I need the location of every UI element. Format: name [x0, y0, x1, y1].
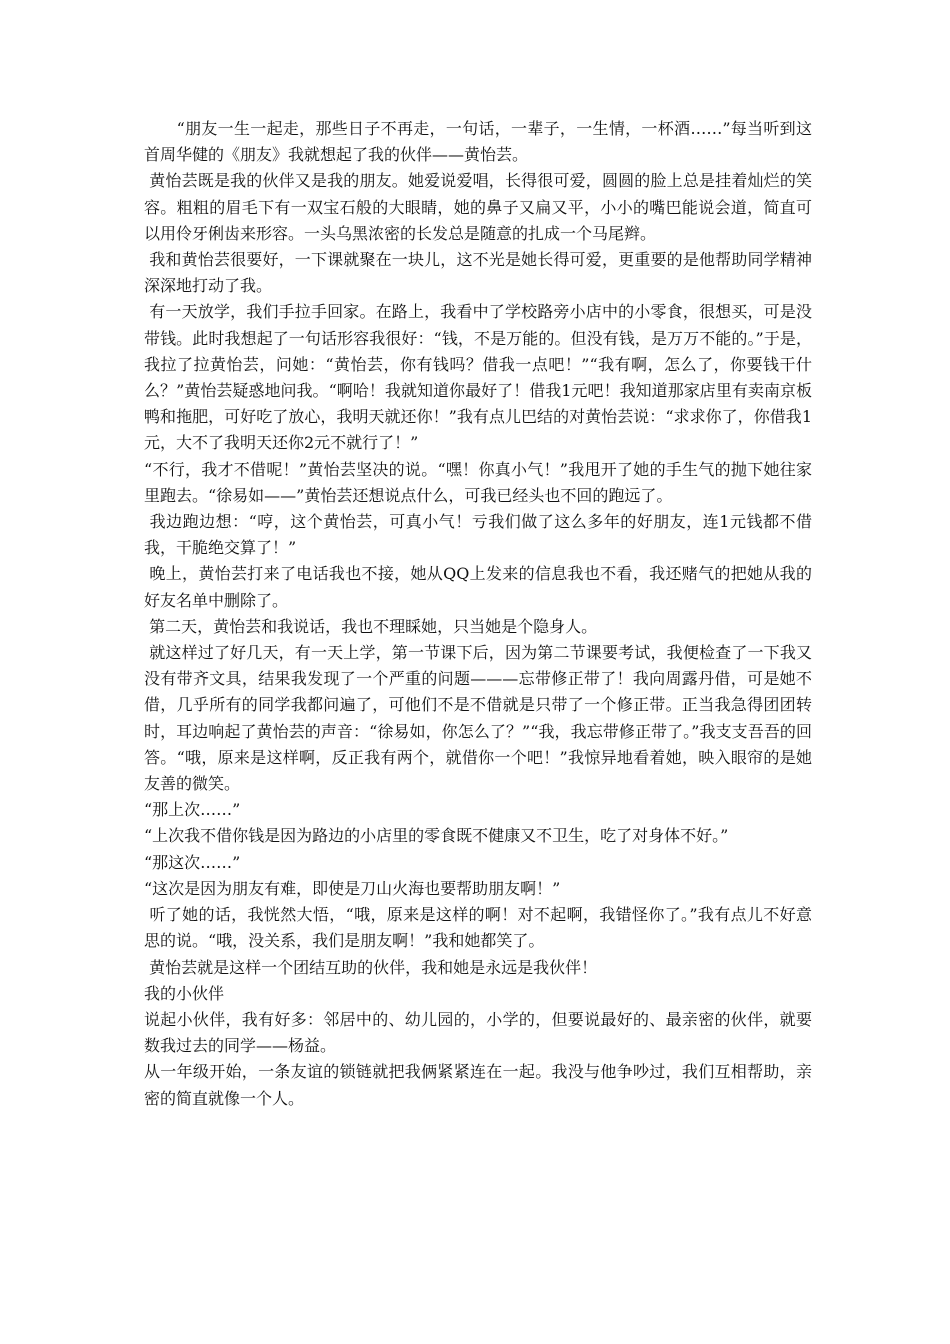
paragraph-18: 从一年级开始，一条友谊的锁链就把我俩紧紧连在一起。我没与他争吵过，我们互相帮助，亲密的简直就像一个人。: [144, 1062, 812, 1108]
paragraph-9: 就这样过了好几天，有一天上学，第一节课下后，因为第二节课要考试，我便检查了一下我又没有带齐文具，结果我发现了一个严重的问题———忘带修正带了！我向周露丹借，可是她不借，几乎所有的同学我都问遍了，可他们不是不借就是只带了一个修正带。正当我急得团团转时，耳边响起了黄怡芸的声音：“徐易如，你怎么了？”“我，我忘带修正带了。”我支支吾吾的回答。“哦，原来是这样啊，反正我有两个，就借你一个吧！”我惊异地看着她，映入眼帘的是她友善的微笑。: [144, 643, 812, 794]
section-title: 我的小伙伴: [144, 983, 225, 1003]
paragraph-5: “不行，我才不借呢！”黄怡芸坚决的说。“嘿！你真小气！”我甩开了她的手生气的抛下她往家里跑去。“徐易如——”黄怡芸还想说点什么，可我已经头也不回的跑远了。: [144, 459, 812, 505]
paragraph-12: “那这次……”: [144, 852, 241, 872]
paragraph-15: 黄怡芸就是这样一个团结互助的伙伴，我和她是永远是我伙伴！: [144, 957, 598, 977]
paragraph-3: 我和黄怡芸很要好，一下课就聚在一块儿，这不光是她长得可爱，更重要的是他帮助同学精神深深地打动了我。: [144, 250, 812, 296]
paragraph-4: 有一天放学，我们手拉手回家。在路上，我看中了学校路旁小店中的小零食，很想买，可是没带钱。此时我想起了一句话形容我很好：“钱，不是万能的。但没有钱，是万万不能的。”于是，我拉了拉黄怡芸，问她：“黄怡芸，你有钱吗？借我一点吧！”“我有啊，怎么了，你要钱干什么？”黄怡芸疑惑地问我。“啊哈！我就知道你最好了！借我1元吧！我知道那家店里有卖南京板鸭和拖肥，可好吃了放心，我明天就还你！”我有点儿巴结的对黄怡芸说：“求求你了，你借我1元，大不了我明天还你2元不就行了！”: [144, 302, 812, 453]
paragraph-8: 第二天，黄怡芸和我说话，我也不理睬她，只当她是个隐身人。: [144, 616, 598, 636]
paragraph-2: 黄怡芸既是我的伙伴又是我的朋友。她爱说爱唱，长得很可爱，圆圆的脸上总是挂着灿烂的笑容。粗粗的眉毛下有一双宝石般的大眼睛，她的鼻子又扁又平，小小的嘴巴能说会道，简直可以用伶牙俐齿来形容。一头乌黑浓密的长发总是随意的扎成一个马尾辫。: [144, 171, 812, 243]
paragraph-11: “上次我不借你钱是因为路边的小店里的零食既不健康又不卫生，吃了对身体不好。”: [144, 826, 729, 846]
paragraph-7: 晚上，黄怡芸打来了电话我也不接，她从QQ上发来的信息我也不看，我还赌气的把她从我的好友名单中删除了。: [144, 564, 812, 610]
document-body: [144, 116, 812, 1112]
paragraph-14: 听了她的话，我恍然大悟，“哦，原来是这样的啊！对不起啊，我错怪你了。”我有点儿不好意思的说。“哦，没关系，我们是朋友啊！”我和她都笑了。: [144, 905, 812, 951]
paragraph-13: “这次是因为朋友有难，即使是刀山火海也要帮助朋友啊！”: [144, 878, 561, 898]
paragraph-6: 我边跑边想：“哼，这个黄怡芸，可真小气！亏我们做了这么多年的好朋友，连1元钱都不借我，干脆绝交算了！”: [144, 512, 812, 558]
paragraph-1: “朋友一生一起走，那些日子不再走，一句话，一辈子，一生情，一杯酒……”每当听到这首周华健的《朋友》我就想起了我的伙伴——黄怡芸。: [144, 119, 812, 165]
paragraph-17: 说起小伙伴，我有好多：邻居中的、幼儿园的，小学的，但要说最好的、最亲密的伙伴，就要数我过去的同学——杨益。: [144, 1009, 812, 1056]
paragraph-10: “那上次……”: [144, 800, 241, 820]
